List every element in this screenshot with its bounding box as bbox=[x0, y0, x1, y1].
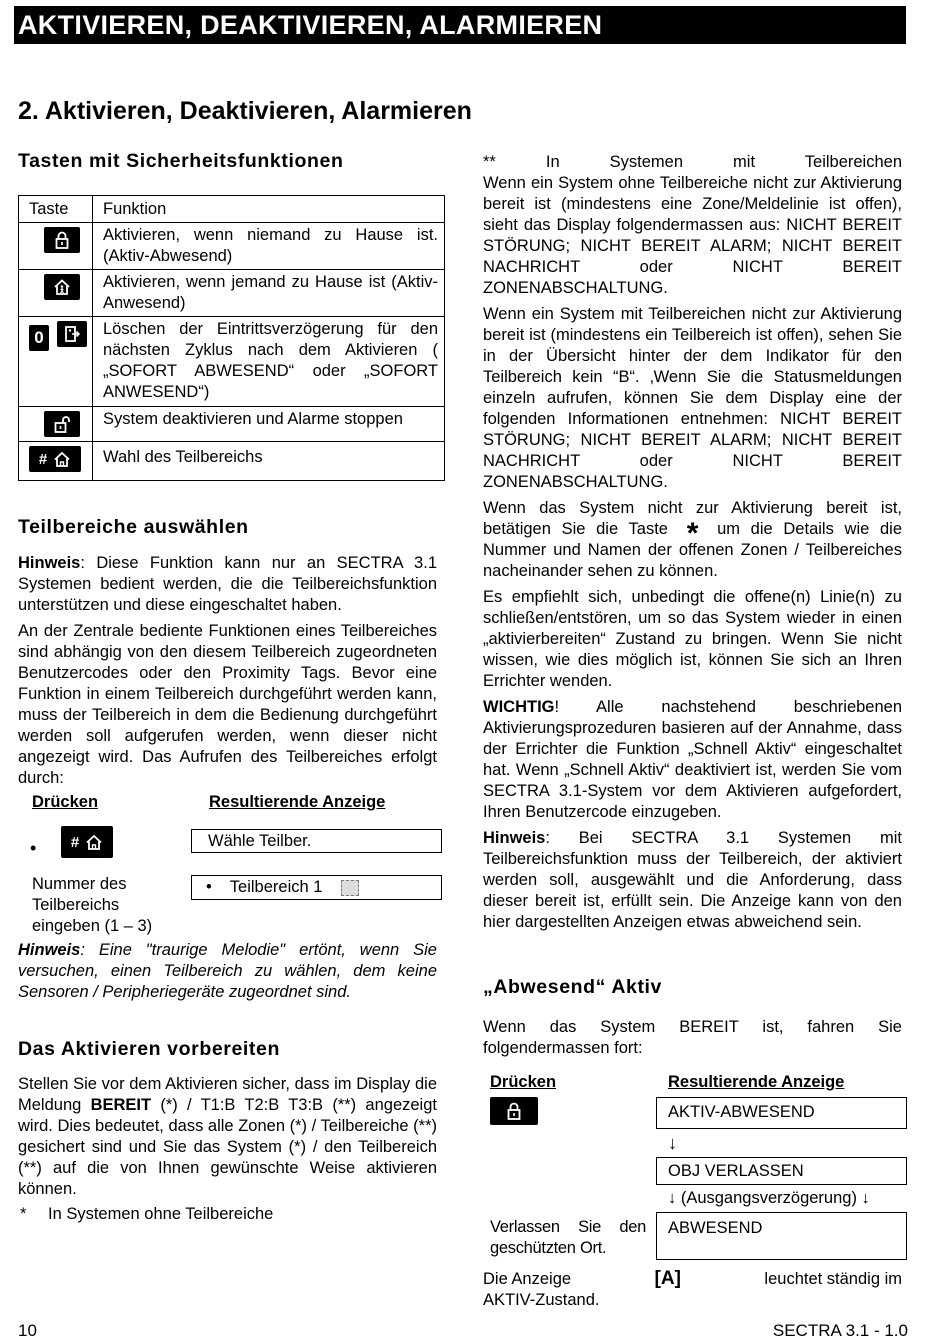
paragraph: Es empfiehlt sich, unbedingt die offene(n) Linie(n) zu schließen/entstören, um so das System wieder in einen „aktivierbereiten“ Zustand zu bringen. Wenn Sie nicht wissen, wie dies möglich ist, können Sie sich an Ihren Errichter wenden. bbox=[483, 588, 902, 690]
press-label: Drücken bbox=[32, 793, 99, 811]
leave-text: Verlassen Sie den geschützten Ort. bbox=[490, 1218, 646, 1257]
keys-table bbox=[18, 195, 445, 481]
hinweis-label: Hinweis bbox=[483, 829, 546, 847]
page-header: AKTIVIEREN, DEAKTIVIEREN, ALARMIEREN bbox=[14, 6, 906, 44]
hinweis-label: Hinweis bbox=[18, 941, 81, 959]
keys-heading: Tasten mit Sicherheitsfunktionen bbox=[18, 150, 344, 172]
footnote-text: In Systemen ohne Teilbereiche bbox=[48, 1205, 274, 1223]
paragraph: : Bei SECTRA 3.1 Systemen mit Teilbereichsfunktion muss der Teilbereich, der aktiviert werden soll, ausgewählt und die Anforderung, dass dieser bereit ist, erfüllt sein. Die Anzeige kann von den hier dargestellten Anzeigen etwas abweichend sein. bbox=[483, 829, 902, 931]
table-row bbox=[19, 442, 445, 481]
hinweis-sad-melody bbox=[18, 940, 437, 1003]
final-line bbox=[483, 1268, 902, 1290]
paragraph-b: um die Details wie die Nummer und Namen der offenen Zonen / Teilbereiches nacheinander sehen zu können. bbox=[483, 520, 902, 580]
wichtig-label: WICHTIG bbox=[483, 698, 555, 716]
hinweis-text: : Eine "traurige Melodie" ertönt, wenn Sie versuchen, einen Teilbereich zu wählen, dem keine Sensoren / Peripheriegeräte zugeordnet sind. bbox=[18, 941, 437, 1001]
section-title: 2. Aktivieren, Deaktivieren, Alarmieren bbox=[18, 97, 472, 125]
display-select-partition: Wähle Teilber. bbox=[191, 829, 442, 853]
table-cell: Löschen der Eintrittsverzögerung für den nächsten Zyklus nach dem Aktivieren ( „SOFORT ABWESEND“ oder „SOFORT ANWESEND“) bbox=[93, 317, 445, 407]
final-text-c: AKTIV-Zustand. bbox=[483, 1291, 600, 1309]
table-cell: System deaktivieren und Alarme stoppen bbox=[93, 407, 445, 442]
table-row bbox=[19, 317, 445, 407]
table-row bbox=[19, 407, 445, 442]
page-number: 10 bbox=[18, 1321, 37, 1340]
exit-delay-icon bbox=[57, 321, 87, 347]
prepare-heading: Das Aktivieren vorbereiten bbox=[18, 1038, 280, 1060]
display-aktiv-abwesend: AKTIV-ABWESEND bbox=[656, 1097, 907, 1129]
prepare-text-b: (*) / T1:B T2:B T3:B (**) angezeigt wird. Dies bedeutet, dass alle Zonen (*) / Teilbereiche (**) gesichert sind und Sie das System (*) / den Teilbereich (**) auf die von Ihnen gewünschte Weise aktivieren können. bbox=[18, 1096, 437, 1198]
table-cell: Wahl des Teilbereichs bbox=[93, 442, 445, 481]
display-abwesend: ABWESEND bbox=[656, 1212, 907, 1260]
zero-key-icon: 0 bbox=[29, 325, 49, 351]
away-intro bbox=[483, 1017, 902, 1059]
star-key-icon: * bbox=[686, 517, 699, 550]
result-label: Resultierende Anzeige bbox=[668, 1073, 845, 1091]
cursor-block-icon bbox=[341, 880, 359, 896]
paragraph: Wenn ein System mit Teilbereichen nicht zur Aktivierung bereit ist (mindestens ein Teilbereich ist offen), sehen Sie in der Übersicht hinter der dem Indikator für den Teilbereich kein “B“. ‚Wenn Sie die Statusmeldungen einzeln aufrufen, können Sie dem Display eine der folgenden Informationen entnehmen: NICHT BEREIT STÖRUNG; NICHT BEREIT ALARM; NICHT BEREIT NACHRICHT oder NICHT BEREIT ZONENABSCHALTUNG. bbox=[483, 305, 902, 491]
result-label: Resultierende Anzeige bbox=[209, 793, 386, 811]
product-version: SECTRA 3.1 - 1.0 bbox=[772, 1321, 908, 1340]
footnote-mark: * bbox=[20, 1205, 27, 1223]
hash-home-icon: # bbox=[61, 826, 113, 858]
lock-closed-icon bbox=[44, 227, 80, 253]
display-obj-verlassen: OBJ VERLASSEN bbox=[656, 1157, 907, 1185]
right-text bbox=[483, 152, 902, 933]
exit-delay-arrows: ↓ (Ausgangsverzögerung) ↓ bbox=[668, 1189, 870, 1207]
away-heading: „Abwesend“ Aktiv bbox=[483, 976, 662, 998]
press-label: Drücken bbox=[490, 1073, 557, 1091]
prepare-text bbox=[18, 1074, 437, 1200]
lock-closed-icon bbox=[490, 1097, 538, 1125]
footnote-partitions: ** In Systemen mit Teilbereichen bbox=[483, 153, 902, 171]
hinweis-text: : Diese Funktion kann nur an SECTRA 3.1 Systemen bedient werden, die die Teilbereichsfunktion unterstützen und diese eingeschaltet haben. bbox=[18, 554, 437, 614]
lock-open-icon bbox=[44, 411, 80, 437]
table-row bbox=[19, 270, 445, 317]
prepare-text-a: Stellen Sie vor dem Aktivieren sicher, dass im Display die Meldung bbox=[18, 1075, 437, 1114]
col-func-header: Funktion bbox=[93, 196, 445, 223]
paragraph: Wenn ein System ohne Teilbereiche nicht zur Aktivierung bereit ist (mindestens eine Zone/Meldelinie ist offen), sieht das Display folgendermassen aus: NICHT BEREIT STÖRUNG; NICHT BEREIT ALARM; NICHT BEREIT NACHRICHT oder NICHT BEREIT ZONENABSCHALTUNG. bbox=[483, 174, 902, 297]
partitions-text bbox=[18, 553, 437, 789]
home-person-icon bbox=[44, 274, 80, 300]
bullet: • bbox=[30, 838, 37, 858]
display-partition-1: • Teilbereich 1 bbox=[191, 875, 442, 900]
paragraph: ! Alle nachstehend beschriebenen Aktivierungsprozeduren basieren auf der Annahme, dass der Errichter die Funktion „Schnell Aktiv“ eingeschaltet hat. Wenn „Schnell Aktiv“ deaktiviert ist, werden Sie vom SECTRA 3.1-System vor dem Aktivieren aufgefordert, Ihren Benutzercode einzugeben. bbox=[483, 698, 902, 821]
hash-home-icon: # bbox=[29, 446, 81, 472]
away-intro-text: Wenn das System BEREIT ist, fahren Sie folgendermassen fort: bbox=[483, 1018, 902, 1057]
arrow-down-icon: ↓ bbox=[668, 1133, 677, 1153]
hinweis-label: Hinweis bbox=[18, 554, 81, 572]
partitions-heading: Teilbereiche auswählen bbox=[18, 516, 249, 538]
prepare-bold: BEREIT bbox=[90, 1096, 152, 1114]
enter-number-text: Nummer des Teilbereichs eingeben (1 – 3) bbox=[32, 875, 153, 935]
col-key-header: Taste bbox=[19, 196, 93, 223]
table-row bbox=[19, 223, 445, 270]
final-text-a: Die Anzeige bbox=[483, 1270, 572, 1288]
table-cell: Aktivieren, wenn jemand zu Hause ist (Aktiv-Anwesend) bbox=[93, 270, 445, 317]
final-text-b: leuchtet ständig im bbox=[764, 1270, 902, 1288]
partitions-paragraph: An der Zentrale bediente Funktionen eines Teilbereiches sind abhängig von den diesem Teilbereich zugeordneten Benutzercodes oder den Proximity Tags. Bevor eine Funktion in einem Teilbereich durchgeführt werden kann, muss der Teilbereich in dem die Bedienung durchgeführt werden soll aufgerufen werden, wenn dieser nicht angezeigt wird. Das Aufrufen des Teilbereiches erfolgt durch: bbox=[18, 622, 437, 787]
status-a-indicator: [A] bbox=[654, 1268, 681, 1289]
table-cell: Aktivieren, wenn niemand zu Hause ist. (Aktiv-Abwesend) bbox=[93, 223, 445, 270]
display-partition-text: Teilbereich 1 bbox=[229, 878, 323, 896]
paragraph-a: Wenn das System nicht zur Aktivierung bereit ist, betätigen Sie die Taste bbox=[483, 499, 902, 538]
